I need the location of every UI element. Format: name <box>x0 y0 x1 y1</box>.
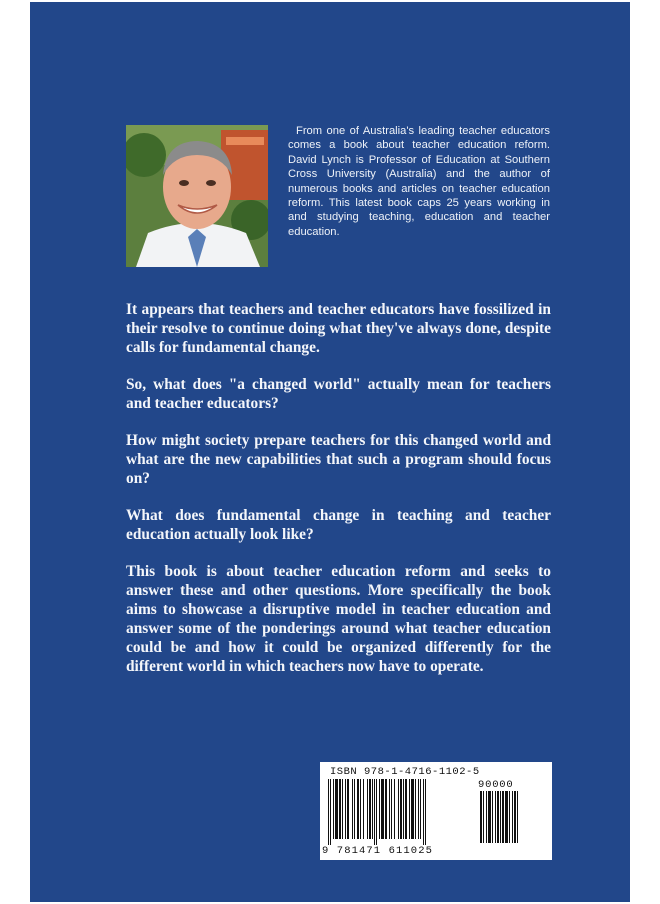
barcode-bar <box>411 779 414 839</box>
barcode-bar <box>339 779 341 839</box>
barcode-bar <box>415 779 416 839</box>
barcode-bar <box>423 779 424 845</box>
blurb-paragraph: This book is about teacher education reform and seeks to answer these and other questions. More specifically the book aims to showcase a disruptive model in teacher education and answer some of the ponderings around what teacher education could be and how it could be organized differently for the different world in which teachers now have to operate. <box>126 563 551 675</box>
blurb-paragraph: It appears that teachers and teacher educators have fossilized in their resolve to continue doing what they've always done, despite calls for fundamental change. <box>126 301 551 356</box>
isbn-barcode <box>320 762 552 860</box>
addon-barcode-bars <box>480 791 542 845</box>
barcode-bar <box>486 791 487 843</box>
barcode-bar <box>517 791 518 843</box>
barcode-bar <box>409 779 410 839</box>
barcode-bar <box>394 779 395 839</box>
price-code: 90000 <box>478 779 514 791</box>
barcode-bar <box>333 779 334 839</box>
barcode-bar <box>385 779 387 839</box>
barcode-bar <box>360 779 361 839</box>
barcode-bar <box>497 791 499 843</box>
ean-digits: 9 781471 611025 <box>322 845 434 857</box>
barcode-bar <box>403 779 404 839</box>
barcode-bar <box>328 779 329 845</box>
ean-barcode-bars <box>328 779 468 845</box>
barcode-bar <box>400 779 402 839</box>
isbn-label: ISBN 978-1-4716-1102-5 <box>330 766 480 778</box>
back-cover <box>30 2 630 902</box>
barcode-bar <box>369 779 371 839</box>
barcode-bar <box>495 791 496 843</box>
author-bio: From one of Australia's leading teacher educators comes a book about teacher education reform. David Lynch is Professor of Education at Southern Cross University (Australia) and the author of numerous books and articles on teacher education reform. This latest book caps 25 years working in and studying teaching, education and teacher education. <box>288 125 550 238</box>
barcode-bar <box>374 779 375 845</box>
barcode-bar <box>418 779 419 839</box>
barcode-bar <box>480 791 482 843</box>
barcode-bar <box>335 779 338 839</box>
author-portrait-icon <box>126 125 268 267</box>
barcode-bar <box>398 779 399 839</box>
blurb <box>126 300 551 694</box>
barcode-bar <box>488 791 491 843</box>
barcode-bar <box>357 779 359 839</box>
barcode-bar <box>381 779 384 839</box>
author-photo <box>126 125 268 267</box>
barcode-bar <box>483 791 484 843</box>
barcode-bar <box>420 779 421 839</box>
barcode-bar <box>405 779 407 839</box>
barcode-bar <box>425 779 426 845</box>
barcode-bar <box>379 779 380 839</box>
blurb-paragraph: What does fundamental change in teaching and teacher education actually look like? <box>126 507 551 543</box>
barcode-bar <box>500 791 501 843</box>
barcode-bar <box>502 791 504 843</box>
barcode-bar <box>514 791 516 843</box>
barcode-bar <box>372 779 373 839</box>
barcode-bar <box>354 779 355 839</box>
barcode-bar <box>330 779 331 845</box>
barcode-bar <box>492 791 493 843</box>
barcode-bar <box>505 791 508 843</box>
barcode-bar <box>391 779 392 839</box>
barcode-bar <box>347 779 349 839</box>
blurb-paragraph: So, what does "a changed world" actually mean for teachers and teacher educators? <box>126 376 551 412</box>
blurb-paragraph: How might society prepare teachers for this changed world and what are the new capabilities that such a program should focus on? <box>126 432 551 487</box>
barcode-bar <box>363 779 364 839</box>
barcode-bar <box>345 779 346 839</box>
barcode-bar <box>352 779 353 839</box>
barcode-bar <box>512 791 513 843</box>
barcode-bar <box>376 779 377 845</box>
barcode-bar <box>509 791 510 843</box>
barcode-bar <box>342 779 343 839</box>
barcode-bar <box>389 779 390 839</box>
barcode-bar <box>367 779 368 839</box>
